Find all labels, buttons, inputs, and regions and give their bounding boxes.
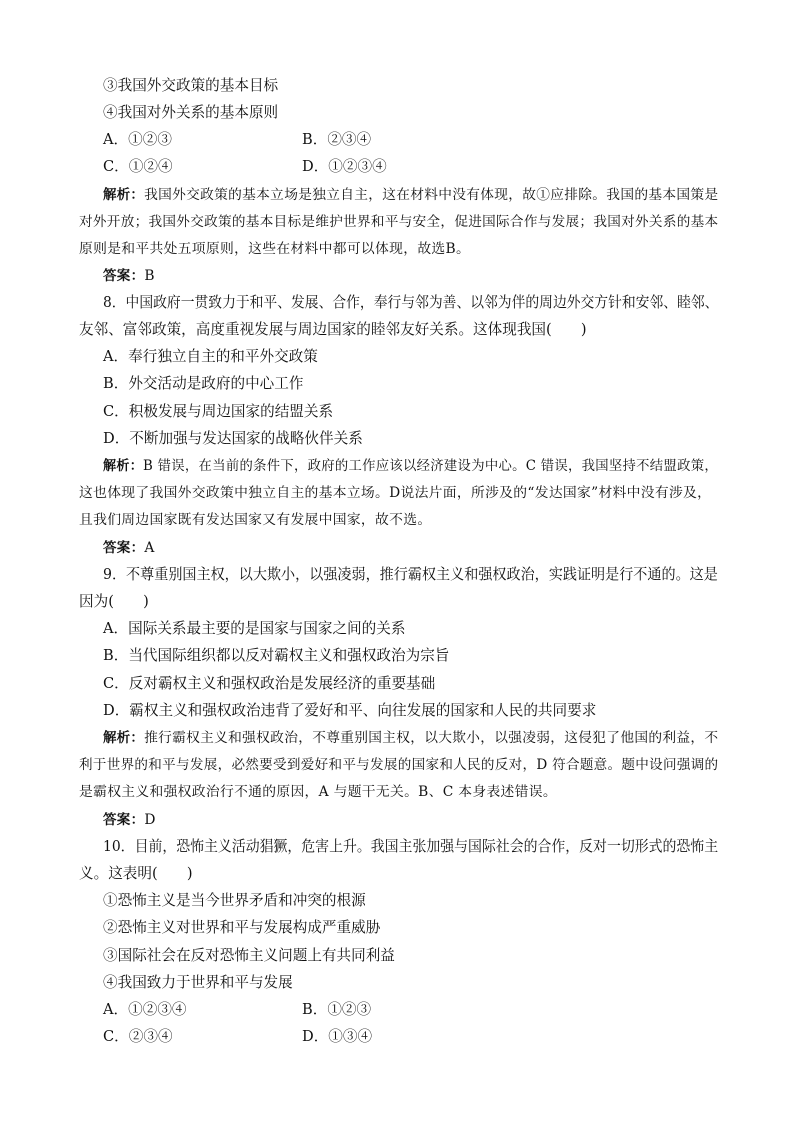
q8-stem-line-1: 8．中国政府一贯致力于和平、发展、合作，奉行与邻为善、以邻为伴的周边外交方针和安邻、睦邻、 <box>103 294 719 311</box>
q8-option-a: A．奉行独立自主的和平外交政策 <box>103 348 318 365</box>
q9-option-d: D．霸权主义和强权政治违背了爱好和平、向往发展的国家和人民的共同要求 <box>103 702 597 719</box>
q10-option-1: ①恐怖主义是当今世界矛盾和冲突的根源 <box>103 892 366 909</box>
q10-choice-a: A．①②③④ <box>103 1001 187 1018</box>
q10-choice-c: C．②③④ <box>103 1028 173 1045</box>
explanation-label: 解析： <box>103 458 144 474</box>
q7-explanation-line-1: 解析：我国外交政策的基本立场是独立自主，这在材料中没有体现，故①应排除。我国的基本国策是 <box>103 187 719 203</box>
q10-stem-line-1: 10．目前，恐怖主义活动猖獗，危害上升。我国主张加强与国际社会的合作，反对一切形式的恐怖主 <box>103 838 719 855</box>
q7-option-4: ④我国对外关系的基本原则 <box>103 104 279 121</box>
q7-explanation-line-2: 对外开放；我国外交政策的基本目标是维护世界和平与安全，促进国际合作与发展；我国对外关系的基本 <box>79 214 719 230</box>
q9-option-b: B．当代国际组织都以反对霸权主义和强权政治为宗旨 <box>103 647 450 664</box>
q9-answer: 答案：D <box>103 812 156 828</box>
q7-option-3: ③我国外交政策的基本目标 <box>103 77 279 94</box>
explanation-label: 解析： <box>103 730 145 746</box>
q9-stem-line-1: 9．不尊重别国主权，以大欺小，以强凌弱，推行霸权主义和强权政治，实践证明是行不通的。这是 <box>103 566 718 583</box>
q8-option-d: D．不断加强与发达国家的战略伙伴关系 <box>103 430 363 447</box>
q8-stem-line-2: 友邻、富邻政策，高度重视发展与周边国家的睦邻友好关系。这体现我国( ) <box>79 321 587 338</box>
q7-choice-d: D．①②③④ <box>302 158 387 175</box>
q10-choice-b: B．①②③ <box>302 1001 372 1018</box>
q9-option-c: C．反对霸权主义和强权政治是发展经济的重要基础 <box>103 675 436 692</box>
q9-explanation-line-1: 解析：推行霸权主义和强权政治，不尊重别国主权，以大欺小，以强凌弱，这侵犯了他国的利益，不 <box>103 730 719 746</box>
q8-answer: 答案：A <box>103 540 155 556</box>
q9-stem-line-2: 因为( ) <box>79 593 149 610</box>
q8-explanation-line-2: 这也体现了我国外交政策中独立自主的基本立场。D说法片面，所涉及的“发达国家”材料中没有涉及， <box>79 485 712 501</box>
answer-label: 答案： <box>103 268 145 284</box>
q7-choice-a: A．①②③ <box>103 131 172 148</box>
q8-explanation-line-3: 且我们周边国家既有发达国家又有发展中国家，故不选。 <box>79 512 432 528</box>
q7-answer: 答案：B <box>103 268 155 284</box>
answer-label: 答案： <box>103 540 145 556</box>
answer-label: 答案： <box>103 812 145 828</box>
q10-stem-line-2: 义。这表明( ) <box>79 865 193 882</box>
q10-option-2: ②恐怖主义对世界和平与发展构成严重威胁 <box>103 919 381 936</box>
q8-explanation-line-1: 解析：B 错误，在当前的条件下，政府的工作应该以经济建设为中心。C 错误，我国坚持不结盟政策， <box>103 458 718 474</box>
q7-choice-c: C．①②④ <box>103 158 173 175</box>
q8-option-b: B．外交活动是政府的中心工作 <box>103 375 304 392</box>
q9-explanation-line-3: 是霸权主义和强权政治行不通的原因，A 与题干无关。B、C 本身表述错误。 <box>79 784 557 800</box>
q9-option-a: A．国际关系最主要的是国家与国家之间的关系 <box>103 620 406 637</box>
q10-option-3: ③国际社会在反对恐怖主义问题上有共同利益 <box>103 947 395 964</box>
q7-explanation-line-3: 原则是和平共处五项原则，这些在材料中都可以体现，故选B。 <box>79 241 471 257</box>
q9-explanation-line-2: 利于世界的和平与发展，必然要受到爱好和平与发展的国家和人民的反对，D 符合题意。题中设问强调的 <box>79 757 719 773</box>
explanation-label: 解析： <box>103 187 145 203</box>
q10-choice-d: D．①③④ <box>302 1028 373 1045</box>
q7-choice-b: B．②③④ <box>302 131 372 148</box>
q10-option-4: ④我国致力于世界和平与发展 <box>103 974 293 991</box>
q8-option-c: C．积极发展与周边国家的结盟关系 <box>103 403 334 420</box>
